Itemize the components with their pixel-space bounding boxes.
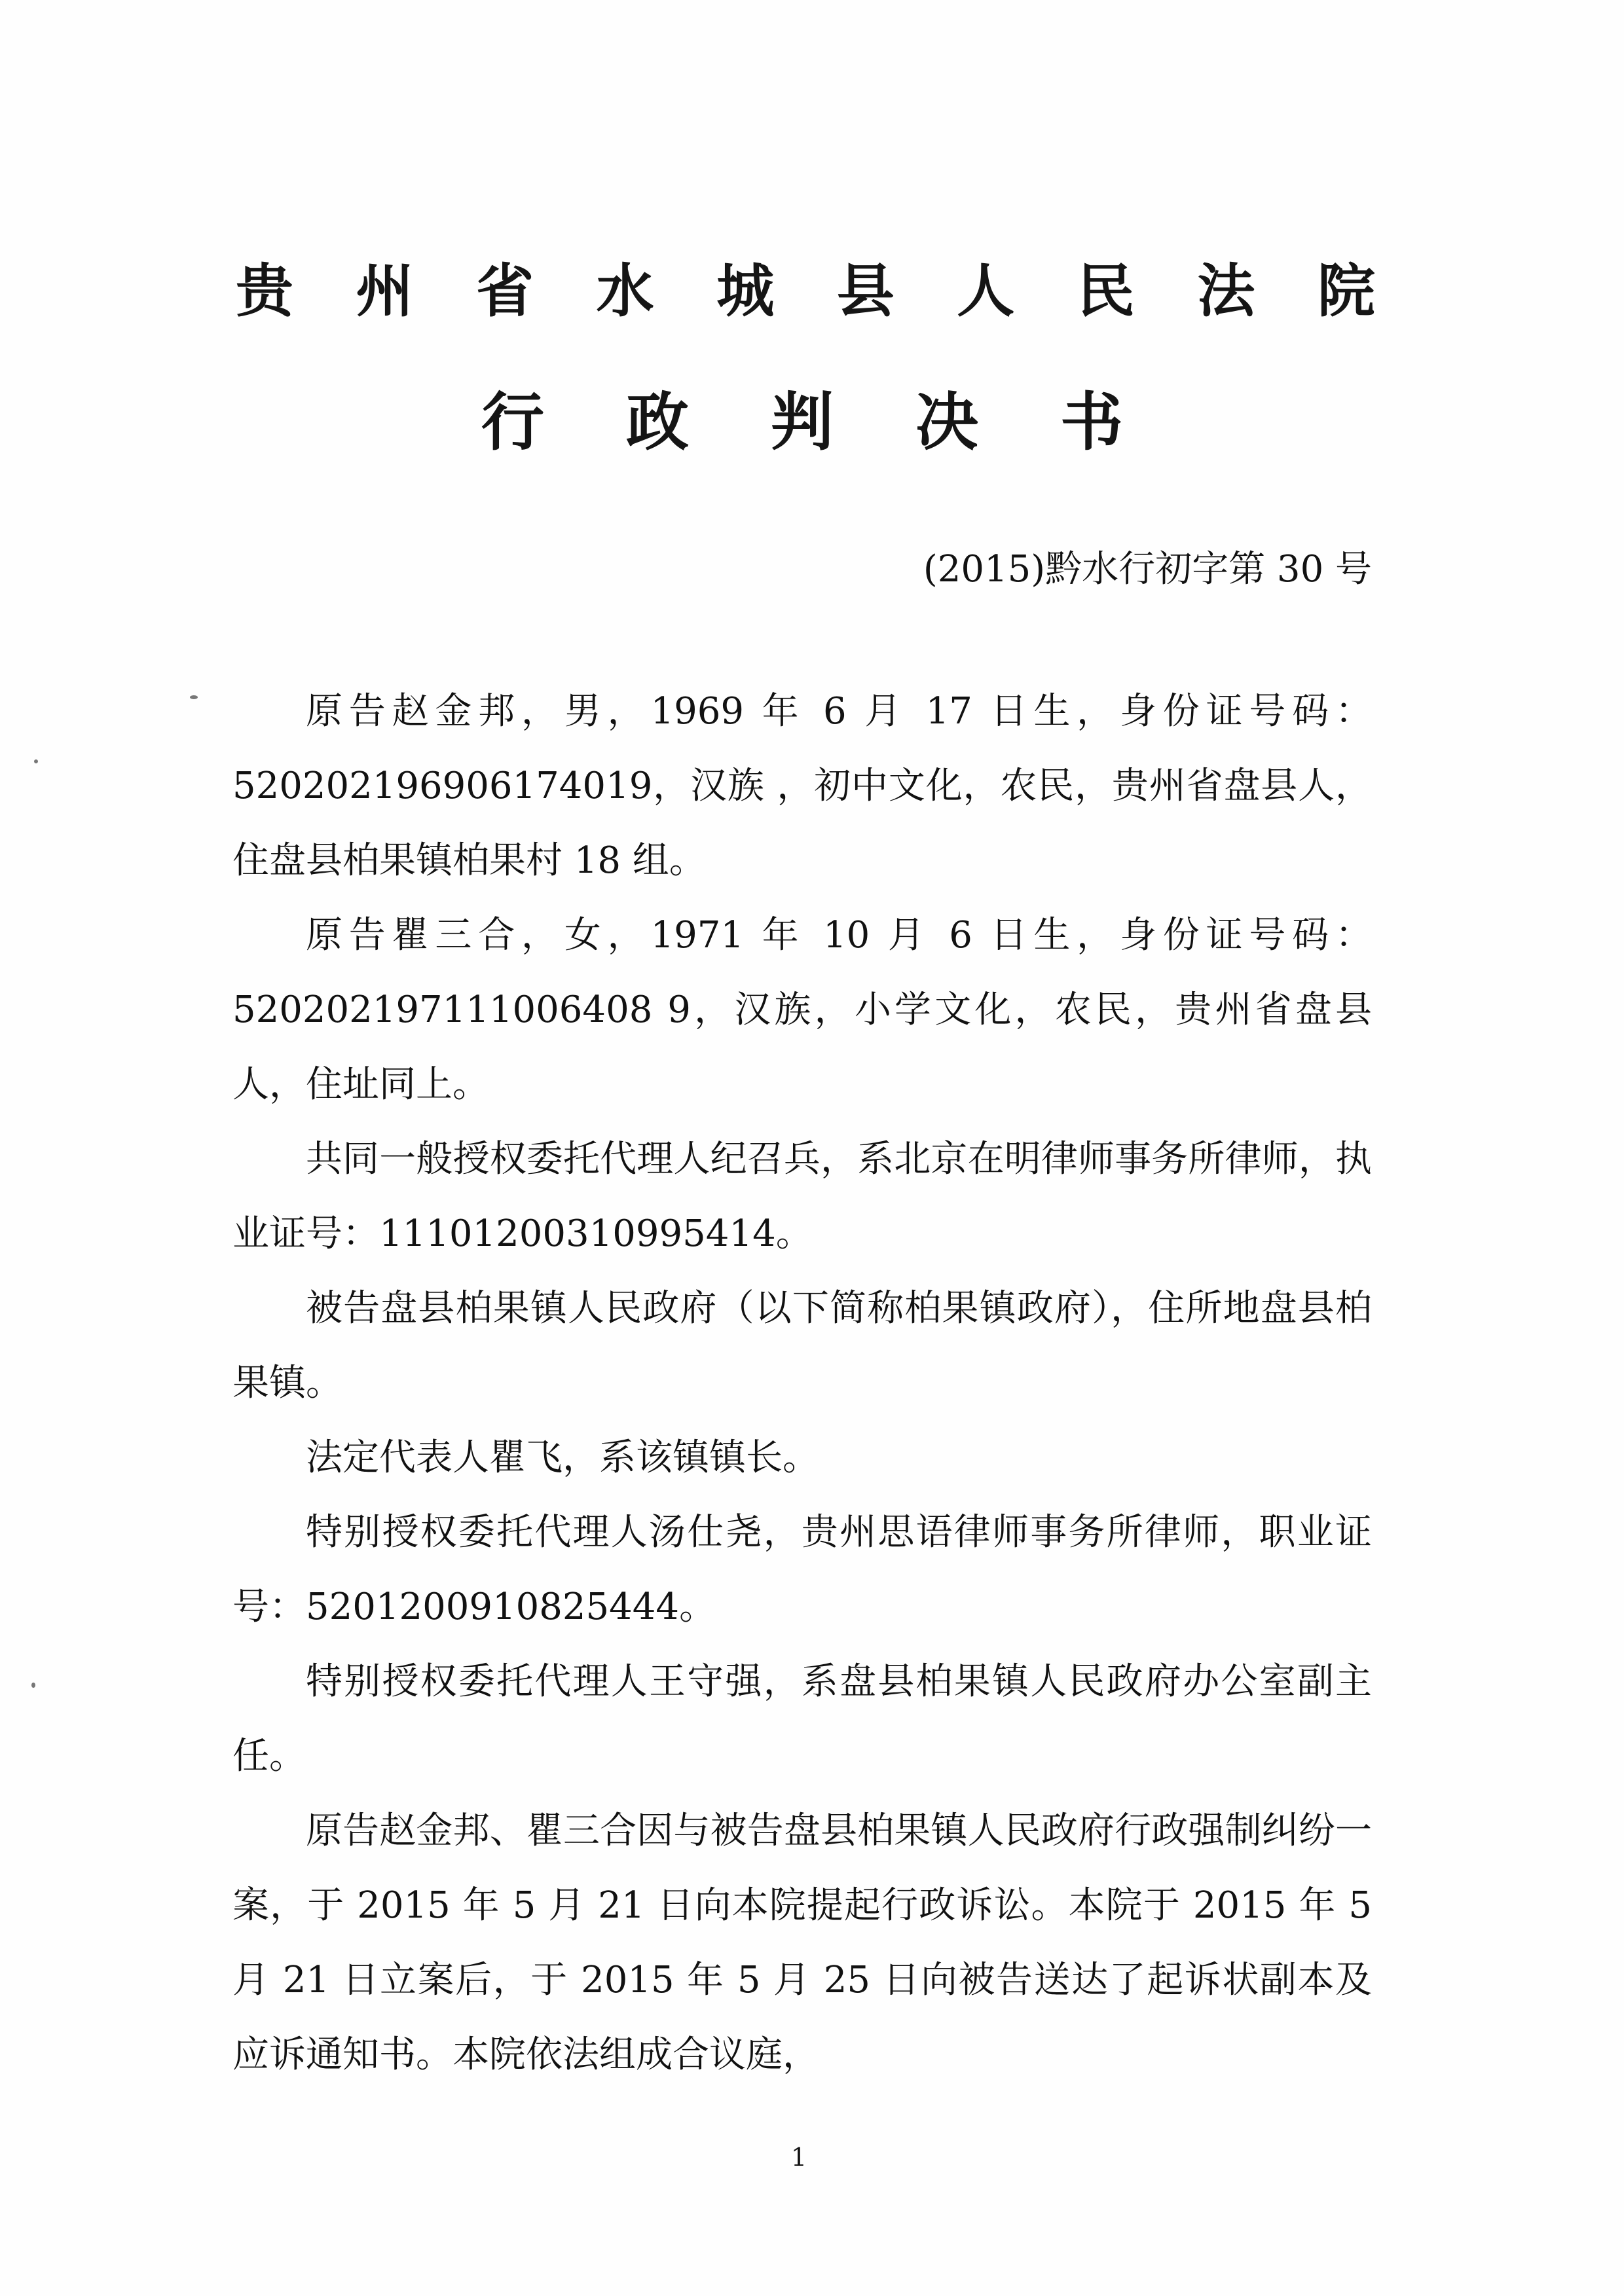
court-name-char: 院	[1317, 257, 1375, 325]
doc-type-char: 决	[915, 386, 978, 459]
paragraph-defendant-agent-1: 特别授权委托代理人汤仕尧，贵州思语律师事务所律师，职业证号：5201200910825444。	[232, 1511, 1372, 1628]
court-name-char: 县	[836, 257, 895, 325]
court-name-char: 省	[476, 257, 534, 325]
scan-speck	[34, 759, 38, 763]
court-name-char: 人	[957, 257, 1015, 325]
court-name-char: 州	[356, 257, 414, 325]
paragraph-defendant-agent-2: 特别授权委托代理人王守强，系盘县柏果镇人民政府办公室副主任。	[232, 1660, 1372, 1777]
paragraph-defendant: 被告盘县柏果镇人民政府（以下简称柏果镇政府），住所地盘县柏果镇。	[232, 1287, 1372, 1404]
court-name-char: 民	[1077, 257, 1135, 325]
document-type-title	[481, 383, 1123, 462]
paragraph-plaintiff-2: 原告瞿三合，女，1971 年 10 月 6 日生，身份证号码：520202197111006408 9，汉族，小学文化，农民，贵州省盘县人，住址同上。	[232, 914, 1372, 1106]
court-name-char: 贵	[236, 257, 294, 325]
page-number: 1	[790, 2143, 807, 2172]
court-name-char: 法	[1197, 257, 1255, 325]
court-name-char: 城	[716, 257, 775, 325]
court-name-title	[236, 255, 1375, 327]
paragraph-legal-representative: 法定代表人瞿飞，系该镇镇长。	[306, 1436, 819, 1479]
scan-speck	[190, 695, 198, 699]
doc-type-char: 判	[771, 386, 834, 459]
case-number: (2015)黔水行初字第 30 号	[923, 548, 1372, 591]
court-name-char: 水	[596, 257, 654, 325]
doc-type-char: 政	[626, 386, 689, 459]
paragraph-plaintiff-1: 原告赵金邦，男，1969 年 6 月 17 日生，身份证号码：520202196906174019，汉族 ，初中文化，农民，贵州省盘县人，住盘县柏果镇柏果村 18 组。	[232, 690, 1372, 882]
paragraph-plaintiff-agent: 共同一般授权委托代理人纪召兵，系北京在明律师事务所律师，执业证号：11101200310995414。	[232, 1138, 1372, 1255]
scan-speck	[31, 1683, 35, 1688]
doc-type-char: 书	[1060, 386, 1123, 459]
doc-type-char: 行	[481, 386, 544, 459]
paragraph-case-summary: 原告赵金邦、瞿三合因与被告盘县柏果镇人民政府行政强制纠纷一案，于 2015 年 5 月 21 日向本院提起行政诉讼。本院于 2015 年 5 月 21 日立案后，于 2015 年 5 月 25 日向被告送达了起诉状副本及应诉通知书。本院依法组成合议庭，	[232, 1810, 1372, 2076]
judgment-body	[232, 674, 1372, 2092]
